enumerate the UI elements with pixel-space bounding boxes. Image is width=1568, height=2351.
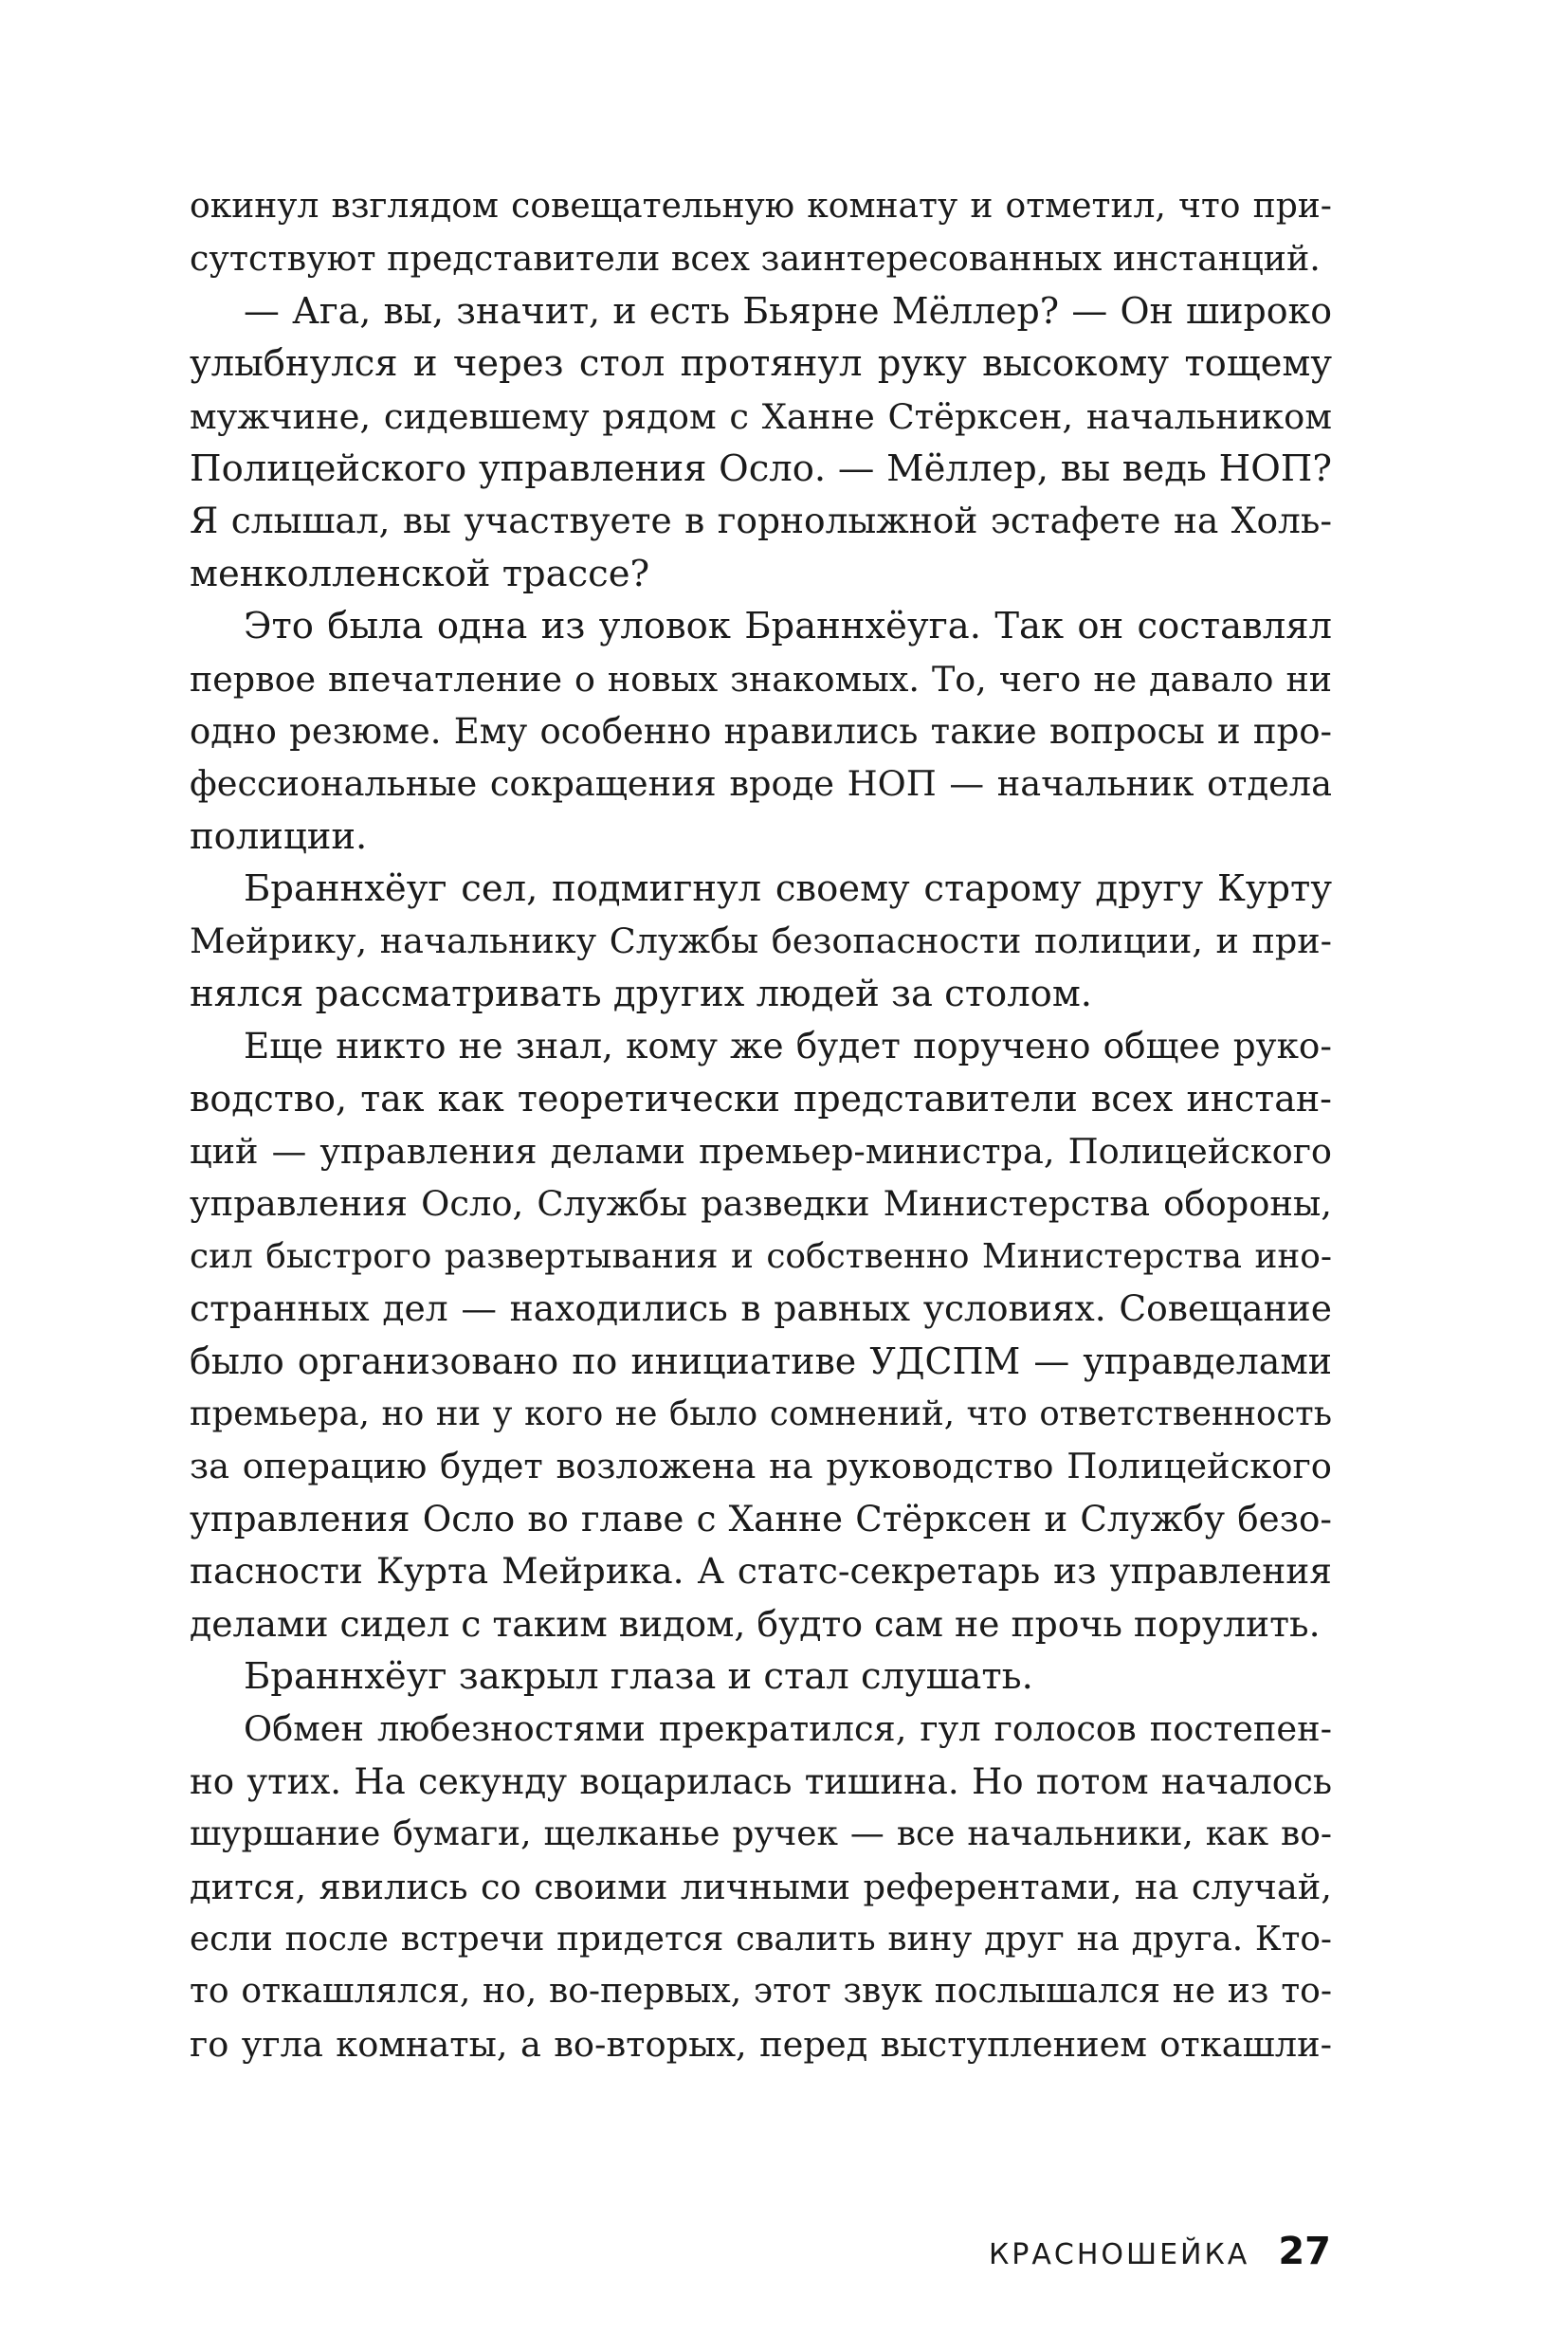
text-line: делами сидел с таким видом, будто сам не прочь порулить. <box>190 1602 1321 1645</box>
text-line: Я слышал, вы участвуете в горнолыжной эстафете на Холь- <box>190 500 1332 542</box>
text-line: водство, так как теоретически представители всех инстан- <box>190 1077 1332 1120</box>
text-line: фессиональные сокращения вроде НОП — начальник отдела <box>190 763 1332 805</box>
text-line: Мейрику, начальнику Службы безопасности полиции, и при- <box>190 920 1332 962</box>
page-number: 27 <box>1278 2230 1331 2273</box>
text-line: пасности Курта Мейрика. А статс-секретарь из управления <box>190 1550 1332 1593</box>
body-text <box>190 180 1332 2070</box>
text-line: сутствуют представители всех заинтересованных инстанций. <box>190 238 1321 280</box>
text-line: Полицейского управления Осло. — Мёллер, вы ведь НОП? <box>190 447 1332 490</box>
text-line: го угла комнаты, а во-вторых, перед выступлением откашли- <box>190 2023 1332 2065</box>
text-line: странных дел — находились в равных условиях. Совещание <box>190 1287 1332 1330</box>
text-line: окинул взглядом совещательную комнату и отметил, что при- <box>190 186 1332 226</box>
text-line: Браннхёуг сел, подмигнул своему старому другу Курту <box>244 867 1332 911</box>
page-footer <box>989 2230 1331 2273</box>
text-line: премьера, но ни у кого не было сомнений, что ответственность <box>190 1394 1332 1433</box>
text-line: мужчине, сидевшему рядом с Ханне Стёрксен, начальником <box>190 395 1332 437</box>
text-line: одно резюме. Ему особенно нравились такие вопросы и про- <box>190 710 1332 752</box>
text-line: нялся рассматривать других людей за столом. <box>190 972 1093 1015</box>
text-line: Обмен любезностями прекратился, гул голосов постепен- <box>244 1708 1332 1750</box>
text-line: было организовано по инициативе УДСПМ — управделами <box>190 1340 1332 1382</box>
text-line: Браннхёуг закрыл глаза и стал слушать. <box>244 1654 1033 1698</box>
text-line: первое впечатление о новых знакомых. То, чего не давало ни <box>190 658 1332 700</box>
text-line: управления Осло, Службы разведки Министерства обороны, <box>190 1183 1332 1225</box>
text-line: управления Осло во главе с Ханне Стёрксен и Службу безо- <box>190 1497 1332 1540</box>
running-title: КРАСНОШЕЙКА <box>988 2238 1250 2271</box>
text-line: за операцию будет возложена на руководство Полицейского <box>190 1446 1332 1487</box>
text-line: дится, явились со своими личными референтами, на случай, <box>190 1866 1332 1907</box>
text-line: если после встречи придется свалить вину друг на друга. Кто- <box>190 1919 1332 1959</box>
text-line: ций — управления делами премьер-министра, Полицейского <box>190 1131 1332 1173</box>
text-line: сил быстрого развертывания и собственно Министерства ино- <box>190 1236 1332 1276</box>
text-line: но утих. На секунду воцарилась тишина. Но потом началось <box>190 1760 1332 1802</box>
text-line: полиции. <box>190 814 368 858</box>
text-line: менколленской трассе? <box>190 552 650 595</box>
text-line: — Ага, вы, значит, и есть Бьярне Мёллер? — Он широко <box>244 289 1332 332</box>
text-line: шуршание бумаги, щелканье ручек — все начальники, как во- <box>190 1814 1332 1854</box>
text-line: то откашлялся, но, во-первых, этот звук послышался не из то- <box>190 1972 1332 2012</box>
text-line: Еще никто не знал, кому же будет поручено общее руко- <box>244 1025 1332 1067</box>
text-line: Это была одна из уловок Браннхёуга. Так он составлял <box>244 605 1332 648</box>
text-line: улыбнулся и через стол протянул руку высокому тощему <box>190 342 1332 386</box>
